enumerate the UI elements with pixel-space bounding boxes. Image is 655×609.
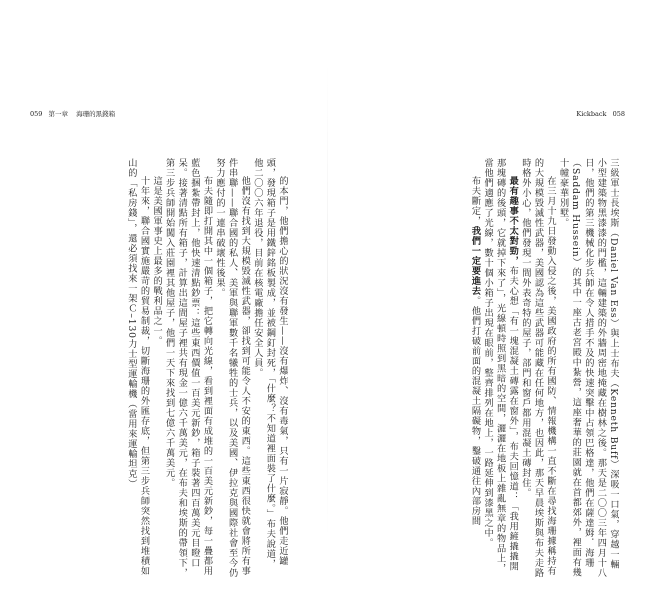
left-running-header [30,110,115,118]
paragraph [124,158,149,578]
text-segment: 在三月十九日發動入侵之後，美國政府的所有國防、情報機構一直不斷在尋找海珊據稱持有的大規模毀滅性武器，美國認為這些武器可能藏在任何地方，也因此，那天早晨埃斯與布夫走路時格外小心，他們發現一間外表奇特的屋子，部門和窗戶都用混凝土磚封住。 [519,158,557,578]
text-segment: 這是美國軍事史上最多的戰利品之一。 [151,176,163,347]
chapter-label: 第一章 [48,110,68,118]
chapter-title: 海珊的黑錢箱 [76,110,116,118]
text-segment: 的本門，他們擔心的狀況沒有發生——沒有爆炸、沒有毒氣，只有一片寂靜。他們走近罐頭，發現箱子是用鐵鋅銘板製成，並被鋼釘封死，「什麼？不知道裡面裝了什麼。」布夫說道，他二〇〇六年退役，目前在核電廠擔任安全人員。 [251,158,288,569]
paragraph [518,158,556,578]
paragraph [212,158,250,578]
page-gutter [327,60,328,540]
right-running-header [576,110,625,118]
paragraph [250,158,288,578]
text-segment: 布夫隨即打開其中一個箱子，把它轉向光線，看到裡面有成堆的一百美元新鈔，每一疊都用藍色捆紮帶封上，他快速清點鈔票：這些東西價值一百美元新鈔，箱子裝著四百萬美元目瞪口呆。接著清點所有箱子，計算出這間屋子裡共有現金一億六千萬美元，在布夫和埃斯的帶領下，第三步兵師開始闖入莊園裡其他屋子，他們一天下來找到七億六千萬美元。 [163,158,213,578]
right-page-number: 058 [612,110,625,118]
paragraph [162,158,212,578]
text-segment: 布夫斷定， [469,176,481,227]
book-title: Kickback [576,110,607,118]
text-segment: 。他們打破前面的混凝土隔礙物，鑿破通往內部房間 [469,296,481,527]
text-segment: 布夫心想「有一塊混凝土磚露在窗外」，布夫回憶道：「我用鏟撬撬開那塊磚的後頭，它就掉下來了」，光線頓時照到黑暗的空間，灑灑在地板上雜亂無章的物品上，當他們適應了光線，數十個小箱子出現在眼前，整齊排列在地上，一路延伸到漆黑之中。 [482,158,519,574]
text-segment: 三級軍士長埃斯（Daniel Van Ess）與上士布夫（Kenneth Buff）深吸一口氣，穿越一輛小型建築物黑漆漆的門檻，這輛建築的外牆周密地掩藏在樹林之後。那天是二〇〇三年四月十八日，他們的第三機械化步兵師在令人措手不及的快速突擊中占領巴格達，他們在薩達姆．海珊（Saddam Hussein）的其中一座古老宮殿中紮營，這座奢華的莊園就在首都郊外，裡面有幾十幢豪華別墅。 [557,158,619,578]
left-page-body [38,158,288,578]
bold-text-segment: 最有趣事不太對勁， [507,176,519,267]
paragraph [556,158,619,578]
paragraph [149,158,162,578]
paragraph [468,158,481,578]
text-segment: 十年來，聯合國實施嚴苛的貿易制裁，切斷海珊的外匯存底，但第三步兵師突然找到堆積如山的「私房錢」，還必須找來一架Ｃ–130力士型運輸機（當用來運輸坦克） [125,158,150,577]
paragraph [480,158,518,578]
bold-text-segment: 我們一定要進去 [469,226,481,297]
left-page-number: 059 [30,110,43,118]
text-segment: 他們沒有找到大規模毀滅性武器，卻找到可能令人不安的東西。這些東西很快就會將所有事件串聯——聯合國的私人、美軍與聯軍數千名犧牲的士兵，以及美國、伊拉克與國際社會至今仍努力應付的一連串破壞性後果。 [214,158,251,578]
right-page-body [353,158,619,578]
